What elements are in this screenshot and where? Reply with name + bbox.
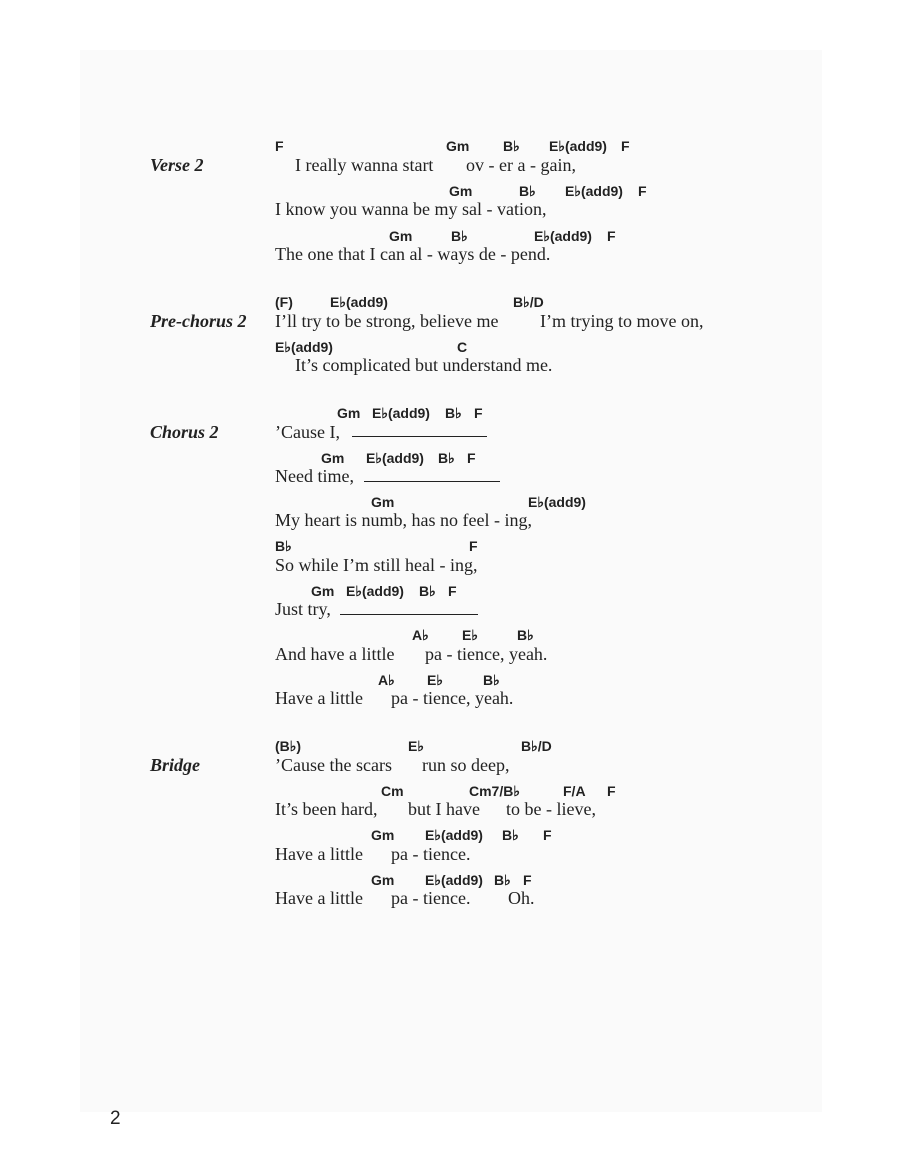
chord: F — [474, 405, 483, 421]
chord: Gm — [311, 583, 335, 599]
lyric-text: pa - tience. — [391, 844, 471, 864]
lyric-text: I really wanna start — [295, 155, 434, 175]
chord: E♭ — [408, 738, 424, 754]
lyric-text: pa - tience, yeah. — [391, 688, 514, 708]
lyric-text: ’Cause the scars — [275, 755, 392, 775]
chord: E♭(add9) — [275, 339, 333, 355]
lyric-text: And have a little — [275, 644, 395, 664]
chord: Gm — [337, 405, 361, 421]
chord: Gm — [446, 138, 470, 154]
chord: F — [607, 228, 616, 244]
chord: E♭(add9) — [372, 405, 430, 421]
chord: A♭ — [412, 627, 429, 643]
lyric-text: Just try, — [275, 599, 331, 619]
page-number: 2 — [110, 1108, 121, 1129]
chord: Gm — [449, 183, 473, 199]
chord: Cm7/B♭ — [469, 783, 520, 799]
chord: B♭ — [445, 405, 462, 421]
chord: F — [607, 783, 616, 799]
lyric-text: Need time, — [275, 466, 354, 486]
chord: Cm — [381, 783, 404, 799]
chord: F — [469, 538, 478, 554]
chord: B♭ — [517, 627, 534, 643]
hold-line — [340, 614, 478, 615]
chord: E♭ — [427, 672, 443, 688]
chord: Gm — [389, 228, 413, 244]
lyric-text: but I have — [408, 799, 480, 819]
chord: E♭(add9) — [565, 183, 623, 199]
lyric-text: to be - lieve, — [506, 799, 596, 819]
lyric-text: I know you wanna be my sal - vation, — [275, 199, 547, 219]
lyric-text: The one that I can al - ways de - pend. — [275, 244, 551, 264]
chord: E♭(add9) — [534, 228, 592, 244]
lyric-text: Have a little — [275, 844, 363, 864]
chord: B♭ — [483, 672, 500, 688]
chord: Gm — [371, 872, 395, 888]
chord: E♭ — [462, 627, 478, 643]
chord: F — [621, 138, 630, 154]
hold-line — [352, 436, 487, 437]
chord: E♭(add9) — [528, 494, 586, 510]
chord: A♭ — [378, 672, 395, 688]
section-label-bridge: Bridge — [150, 755, 201, 775]
chord: C — [457, 339, 468, 355]
chord: E♭(add9) — [425, 827, 483, 843]
hold-line — [364, 481, 500, 482]
lyric-text: run so deep, — [422, 755, 510, 775]
chord: (F) — [275, 294, 293, 310]
chord: B♭ — [438, 450, 455, 466]
chord: F — [448, 583, 457, 599]
chord: Gm — [371, 827, 395, 843]
lyric-text: ov - er a - gain, — [466, 155, 576, 175]
lyric-text: pa - tience, yeah. — [425, 644, 548, 664]
section-label-chorus-2: Chorus 2 — [150, 422, 219, 442]
chord: F/A — [563, 783, 586, 799]
chord: F — [523, 872, 532, 888]
chord: B♭ — [502, 827, 519, 843]
lyric-text: Have a little — [275, 688, 363, 708]
lyric-text: I’m trying to move on, — [540, 311, 704, 331]
section-label-verse-2: Verse 2 — [150, 155, 204, 175]
chord: Gm — [321, 450, 345, 466]
lyric-text: It’s complicated but understand me. — [295, 355, 553, 375]
chord: F — [467, 450, 476, 466]
chord: B♭ — [494, 872, 511, 888]
lyric-text: I’ll try to be strong, believe me — [275, 311, 499, 331]
lyric-text: Have a little — [275, 888, 363, 908]
chord: (B♭) — [275, 738, 302, 754]
chord: B♭ — [519, 183, 536, 199]
chord: B♭ — [451, 228, 468, 244]
chord: F — [543, 827, 552, 843]
chord: F — [275, 138, 284, 154]
lyric-text: So while I’m still heal - ing, — [275, 555, 478, 575]
chord: B♭ — [275, 538, 292, 554]
lyric-text: My heart is numb, has no feel - ing, — [275, 510, 532, 530]
chord: E♭(add9) — [549, 138, 607, 154]
chord: B♭ — [503, 138, 520, 154]
chord: F — [638, 183, 647, 199]
chord: B♭ — [419, 583, 436, 599]
section-label-pre-chorus-2: Pre-chorus 2 — [150, 311, 247, 331]
chord: B♭/D — [513, 294, 544, 310]
chord: B♭/D — [521, 738, 552, 754]
chord: E♭(add9) — [330, 294, 388, 310]
lyric-text: ’Cause I, — [275, 422, 340, 442]
chord: E♭(add9) — [346, 583, 404, 599]
chord: Gm — [371, 494, 395, 510]
lyric-text: Oh. — [508, 888, 535, 908]
chord: E♭(add9) — [425, 872, 483, 888]
lyric-text: pa - tience. — [391, 888, 471, 908]
lyric-text: It’s been hard, — [275, 799, 378, 819]
chord: E♭(add9) — [366, 450, 424, 466]
